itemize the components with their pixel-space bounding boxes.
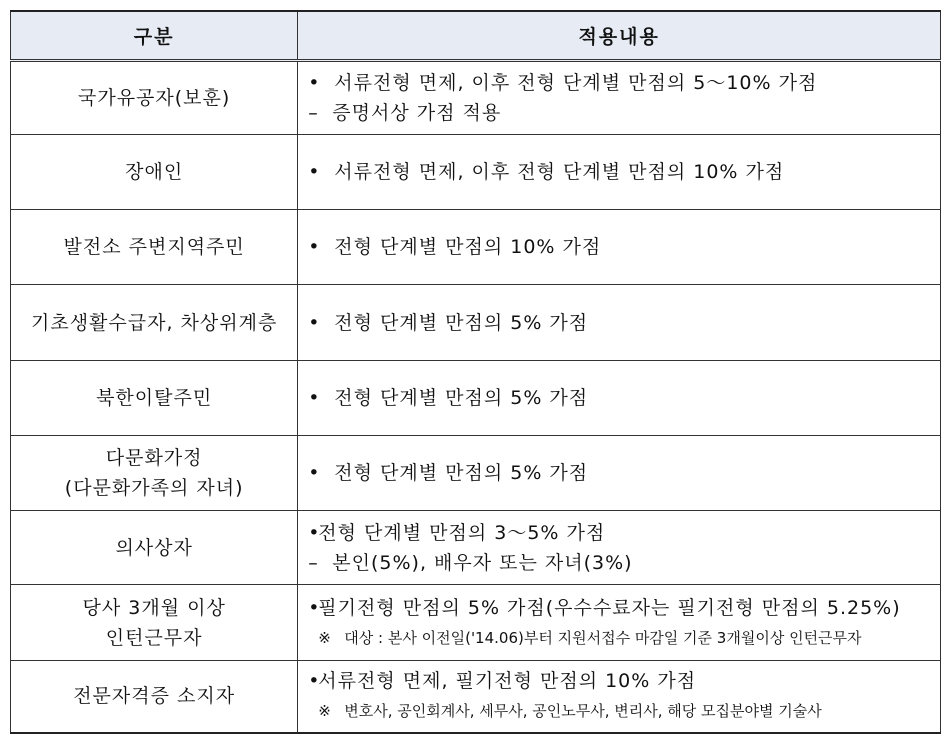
table-header-row	[11, 11, 941, 61]
content-cell	[298, 61, 941, 135]
header-content: 적용내용	[298, 11, 941, 61]
category-label: 인턴근무자	[105, 626, 203, 649]
preference-table	[10, 10, 941, 734]
category-cell	[11, 135, 298, 210]
reference-mark-icon: ※	[318, 628, 331, 647]
table-row	[11, 285, 941, 361]
content-line	[308, 157, 940, 187]
bullet-icon: •	[308, 387, 321, 409]
category-label: 발전소 주변지역주민	[63, 236, 245, 258]
category-cell	[11, 511, 298, 585]
content-text: 전형 단계별 만점의 5% 가점	[334, 462, 589, 484]
bullet-icon: •	[308, 521, 321, 544]
bullet-icon: •	[308, 72, 321, 94]
category-cell	[11, 285, 298, 361]
category-cell	[11, 436, 298, 511]
content-text: 서류전형 면제, 필기전형 만점의 10% 가점	[318, 670, 697, 693]
content-line	[308, 593, 940, 623]
content-line	[308, 548, 940, 578]
content-text: 증명서상 가점 적용	[332, 102, 502, 124]
content-text: 대상 : 본사 이전일('14.06)부터 지원서접수 마감일 기준 3개월이상 인턴근무자	[344, 628, 862, 647]
reference-mark-icon: ※	[318, 702, 331, 721]
content-text: 전형 단계별 만점의 5% 가점	[334, 387, 589, 409]
category-cell	[11, 361, 298, 436]
bullet-icon: •	[308, 596, 321, 619]
content-line	[308, 68, 940, 98]
bullet-icon: •	[308, 670, 321, 693]
category-label: (다문화가족의 자녀)	[64, 477, 244, 499]
content-cell	[298, 436, 941, 511]
content-cell	[298, 285, 941, 361]
bullet-icon: •	[308, 311, 321, 334]
content-line	[308, 623, 940, 653]
dash-icon: –	[308, 102, 319, 124]
bullet-icon: •	[308, 161, 321, 183]
category-label: 기초생활수급자, 차상위계층	[30, 311, 278, 334]
category-cell	[11, 585, 298, 661]
content-text: 전형 단계별 만점의 10% 가점	[334, 236, 602, 258]
category-label: 전문자격증 소지자	[73, 685, 236, 708]
table-row	[11, 361, 941, 436]
content-cell	[298, 585, 941, 661]
content-text: 서류전형 면제, 이후 전형 단계별 만점의 10% 가점	[334, 161, 785, 183]
category-cell	[11, 210, 298, 285]
dash-icon: –	[308, 551, 319, 574]
category-cell	[11, 61, 298, 135]
bullet-icon: •	[308, 462, 321, 484]
table-row	[11, 210, 941, 285]
content-line	[308, 308, 940, 338]
table-row	[11, 585, 941, 661]
content-cell	[298, 135, 941, 210]
header-category: 구분	[11, 11, 298, 61]
content-text: 전형 단계별 만점의 5% 가점	[334, 311, 589, 334]
content-line	[308, 232, 940, 262]
content-text: 서류전형 면제, 이후 전형 단계별 만점의 5～10% 가점	[334, 72, 818, 94]
content-line	[308, 98, 940, 128]
content-line	[308, 383, 940, 413]
bullet-icon: •	[308, 236, 321, 258]
table-row	[11, 511, 941, 585]
content-text: 필기전형 만점의 5% 가점(우수수료자는 필기전형 만점의 5.25%)	[318, 596, 901, 619]
table-row	[11, 135, 941, 210]
content-cell	[298, 661, 941, 733]
table-row	[11, 436, 941, 511]
content-line	[308, 696, 940, 726]
content-text: 변호사, 공인회계사, 세무사, 공인노무사, 변리사, 해당 모집분야별 기술사	[344, 702, 822, 721]
category-label: 당사 3개월 이상	[82, 596, 226, 619]
category-cell	[11, 661, 298, 733]
category-label: 국가유공자(보훈)	[77, 87, 231, 109]
category-label: 북한이탈주민	[96, 387, 213, 409]
content-line	[308, 666, 940, 696]
table-row	[11, 661, 941, 733]
content-text: 본인(5%), 배우자 또는 자녀(3%)	[332, 551, 633, 574]
category-label: 다문화가정	[105, 447, 203, 469]
content-cell	[298, 361, 941, 436]
content-line	[308, 458, 940, 488]
content-line	[308, 518, 940, 548]
table-row	[11, 61, 941, 135]
content-cell	[298, 210, 941, 285]
content-cell	[298, 511, 941, 585]
category-label: 장애인	[125, 161, 184, 183]
category-label: 의사상자	[115, 536, 193, 559]
content-text: 전형 단계별 만점의 3～5% 가점	[318, 521, 606, 544]
